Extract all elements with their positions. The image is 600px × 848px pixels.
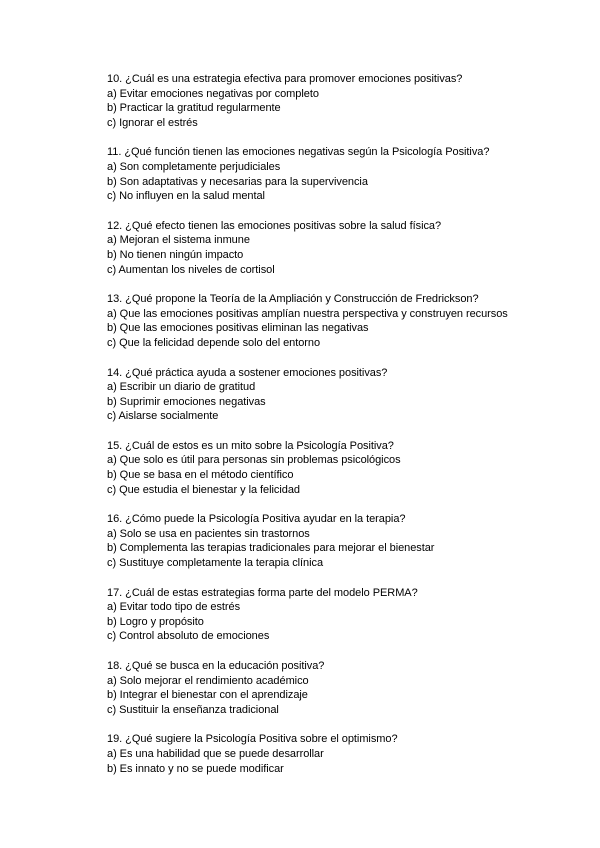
question-prompt: 11. ¿Qué función tienen las emociones negativas según la Psicología Positiva? <box>107 146 490 159</box>
question-16 <box>107 512 547 570</box>
option-a: a) Son completamente perjudiciales <box>107 160 281 173</box>
option-b: b) Son adaptativas y necesarias para la supervivencia <box>107 175 368 188</box>
option-b: b) Logro y propósito <box>107 615 204 628</box>
option-c: c) Control absoluto de emociones <box>107 630 270 643</box>
question-15 <box>107 439 547 497</box>
option-c: c) No influyen en la salud mental <box>107 190 265 203</box>
option-a: a) Solo mejorar el rendimiento académico <box>107 674 309 687</box>
question-10 <box>107 72 547 130</box>
question-prompt: 17. ¿Cuál de estas estrategias forma parte del modelo PERMA? <box>107 586 418 599</box>
option-a: a) Mejoran el sistema inmune <box>107 234 250 247</box>
option-b: b) Suprimir emociones negativas <box>107 395 266 408</box>
question-list <box>107 72 547 791</box>
option-c: c) Aislarse socialmente <box>107 410 219 423</box>
question-17 <box>107 586 547 644</box>
option-a: a) Evitar todo tipo de estrés <box>107 601 241 614</box>
option-b: b) Practicar la gratitud regularmente <box>107 102 281 115</box>
option-a: a) Que las emociones positivas amplían nuestra perspectiva y construyen recursos <box>107 307 508 320</box>
option-b: b) Es innato y no se puede modificar <box>107 762 284 775</box>
question-prompt: 18. ¿Qué se busca en la educación positiva? <box>107 660 325 672</box>
option-b: b) Que las emociones positivas eliminan las negativas <box>107 322 369 335</box>
option-b: b) Que se basa en el método científico <box>107 469 294 482</box>
option-a: a) Es una habilidad que se puede desarrollar <box>107 747 324 760</box>
option-c: c) Sustituye completamente la terapia clínica <box>107 557 324 570</box>
option-c: c) Ignorar el estrés <box>107 116 198 129</box>
option-c: c) Aumentan los niveles de cortisol <box>107 263 275 276</box>
question-prompt: 13. ¿Qué propone la Teoría de la Ampliación y Construcción de Fredrickson? <box>107 293 479 306</box>
option-c: c) Sustituir la enseñanza tradicional <box>107 703 279 716</box>
option-a: a) Que solo es útil para personas sin problemas psicológicos <box>107 454 401 467</box>
question-18 <box>107 659 547 717</box>
question-prompt: 12. ¿Qué efecto tienen las emociones positivas sobre la salud física? <box>107 219 442 232</box>
question-prompt: 14. ¿Qué práctica ayuda a sostener emociones positivas? <box>107 366 388 379</box>
question-13 <box>107 292 547 350</box>
question-11 <box>107 145 547 203</box>
question-12 <box>107 219 547 277</box>
question-prompt: 19. ¿Qué sugiere la Psicología Positiva sobre el optimismo? <box>107 733 398 746</box>
option-b: b) Complementa las terapias tradicionales para mejorar el bienestar <box>107 542 435 555</box>
question-prompt: 10. ¿Cuál es una estrategia efectiva para promover emociones positivas? <box>107 73 463 85</box>
option-b: b) No tienen ningún impacto <box>107 248 244 261</box>
option-c: c) Que la felicidad depende solo del entorno <box>107 336 321 349</box>
option-a: a) Solo se usa en pacientes sin trastornos <box>107 527 310 540</box>
option-b: b) Integrar el bienestar con el aprendizaje <box>107 689 308 702</box>
question-19 <box>107 732 547 776</box>
option-a: a) Escribir un diario de gratitud <box>107 381 256 394</box>
option-a: a) Evitar emociones negativas por completo <box>107 87 319 100</box>
question-prompt: 15. ¿Cuál de estos es un mito sobre la Psicología Positiva? <box>107 439 394 452</box>
option-c: c) Que estudia el bienestar y la felicidad <box>107 483 300 496</box>
question-prompt: 16. ¿Cómo puede la Psicología Positiva ayudar en la terapia? <box>107 513 406 526</box>
question-14 <box>107 366 547 424</box>
